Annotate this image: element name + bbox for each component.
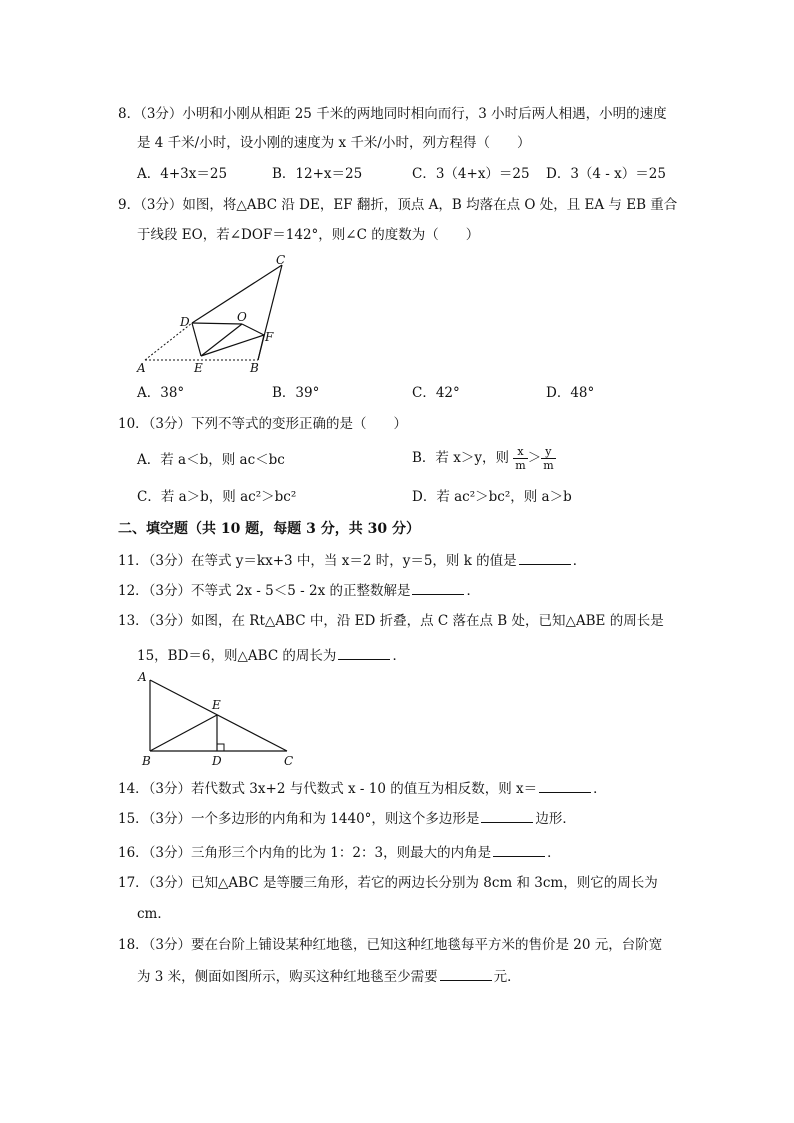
q9-option-c: C．42° (412, 385, 460, 401)
q12 (118, 580, 480, 601)
q9-line1: 9．（3分）如图，将△ABC 沿 DE，EF 翻折，顶点 A，B 均落在点 O 处，且 EA 与 EB 重合 (118, 197, 678, 213)
q8-option-c: C．3（4+x）＝25 (412, 166, 530, 182)
q12-text: 12．（3分）不等式 2x - 5＜5 - 2x 的正整数解是 (118, 583, 411, 599)
q16-end: ． (547, 845, 561, 861)
q11 (118, 550, 586, 571)
q13-line1: 13．（3分）如图，在 Rt△ABC 中，沿 ED 折叠，点 C 落在点 B 处，已知△ABE 的周长是 (118, 613, 664, 629)
q15-text: 15．（3分）一个多边形的内角和为 1440°，则这个多边形是 (118, 811, 480, 827)
q11-text: 11．（3分）在等式 y＝kx+3 中，当 x＝2 时，y＝5，则 k 的值是 (118, 553, 517, 569)
q9-option-b: B．39° (272, 385, 320, 401)
q8-option-a: A．4+3x＝25 (137, 166, 228, 182)
q16-text: 16．（3分）三角形三个内角的比为 1：2：3，则最大的内角是 (118, 845, 492, 861)
q10-option-b (412, 444, 556, 472)
q9-label-f: F (265, 330, 274, 344)
answer-blank (493, 842, 545, 857)
q14-text: 14．（3分）若代数式 3x+2 与代数式 x - 10 的值互为相反数，则 x＝ (118, 781, 538, 797)
q12-end: ． (466, 583, 480, 599)
q9-label-c: C (276, 253, 286, 267)
q13-label-a: A (138, 670, 147, 684)
q14-end: ． (593, 781, 607, 797)
q15-end: 边形． (535, 811, 576, 827)
q9-option-d: D．48° (546, 385, 595, 401)
q18-text: 为 3 米，侧面如图所示，购买这种红地毯至少需要 (137, 969, 438, 985)
q8-line2: 是 4 千米/小时，设小刚的速度为 x 千米/小时，列方程得（ ） (137, 135, 531, 151)
q13-label-c: C (284, 754, 294, 768)
q18-line1: 18．（3分）要在台阶上铺设某种红地毯，已知这种红地毯每平方米的售价是 20 元，台阶宽 (118, 937, 663, 953)
q13-label-d: D (212, 754, 222, 768)
q13-line2 (137, 645, 406, 666)
q9-label-o: O (237, 310, 247, 324)
frac-denominator: m (515, 459, 526, 472)
q10-gt-sign: ＞ (527, 450, 542, 466)
q10-option-b-text: B．若 x＞y，则 (412, 450, 509, 466)
q13-text: 15，BD＝6，则△ABC 的周长为 (137, 648, 337, 664)
answer-blank (519, 550, 571, 565)
answer-blank (481, 808, 533, 823)
frac-numerator: x (513, 445, 527, 459)
q13-end: ． (392, 648, 406, 664)
q10-frac-y-m (541, 445, 555, 472)
answer-blank (412, 580, 464, 595)
q10-line1: 10．（3分）下列不等式的变形正确的是（ ） (118, 416, 408, 432)
answer-blank (338, 645, 390, 660)
frac-numerator: y (541, 445, 555, 459)
q9-label-e: E (194, 361, 203, 375)
q10-frac-x-m (513, 445, 527, 472)
q15 (118, 808, 576, 829)
answer-blank (539, 778, 591, 793)
q8-line1: 8．（3分）小明和小刚从相距 25 千米的两地同时相向而行，3 小时后两人相遇，小明的速度 (118, 106, 667, 122)
q8-option-d: D．3（4 - x）＝25 (546, 166, 666, 182)
q9-line2: 于线段 EO，若∠DOF＝142°，则∠C 的度数为（ ） (137, 227, 480, 243)
q9-label-a: A (137, 361, 146, 375)
q18-line2 (137, 966, 521, 987)
answer-blank (440, 966, 492, 981)
frac-denominator: m (543, 459, 554, 472)
q13-figure (134, 668, 304, 770)
q10-option-c: C．若 a＞b，则 ac²＞bc² (137, 489, 297, 505)
q11-end: ． (572, 553, 587, 569)
q9-figure (128, 250, 298, 375)
q8-option-b: B．12+x＝25 (272, 166, 363, 182)
q9-label-b: B (250, 361, 259, 375)
q13-label-b: B (142, 754, 151, 768)
q18-end: 元． (493, 969, 521, 985)
q14 (118, 778, 607, 799)
section-heading: 二、填空题（共 10 题，每题 3 分，共 30 分） (118, 521, 420, 537)
q13-label-e: E (212, 698, 221, 712)
q16 (118, 842, 561, 863)
q9-label-d: D (180, 315, 190, 329)
q17-line2: cm． (137, 906, 171, 922)
q10-option-a: A．若 a＜b，则 ac＜bc (137, 452, 285, 468)
q17-line1: 17．（3分）已知△ABC 是等腰三角形，若它的两边长分别为 8cm 和 3cm，则它的周长为 (118, 875, 658, 891)
q9-option-a: A．38° (137, 385, 185, 401)
q10-option-d: D．若 ac²＞bc²，则 a＞b (412, 489, 572, 505)
